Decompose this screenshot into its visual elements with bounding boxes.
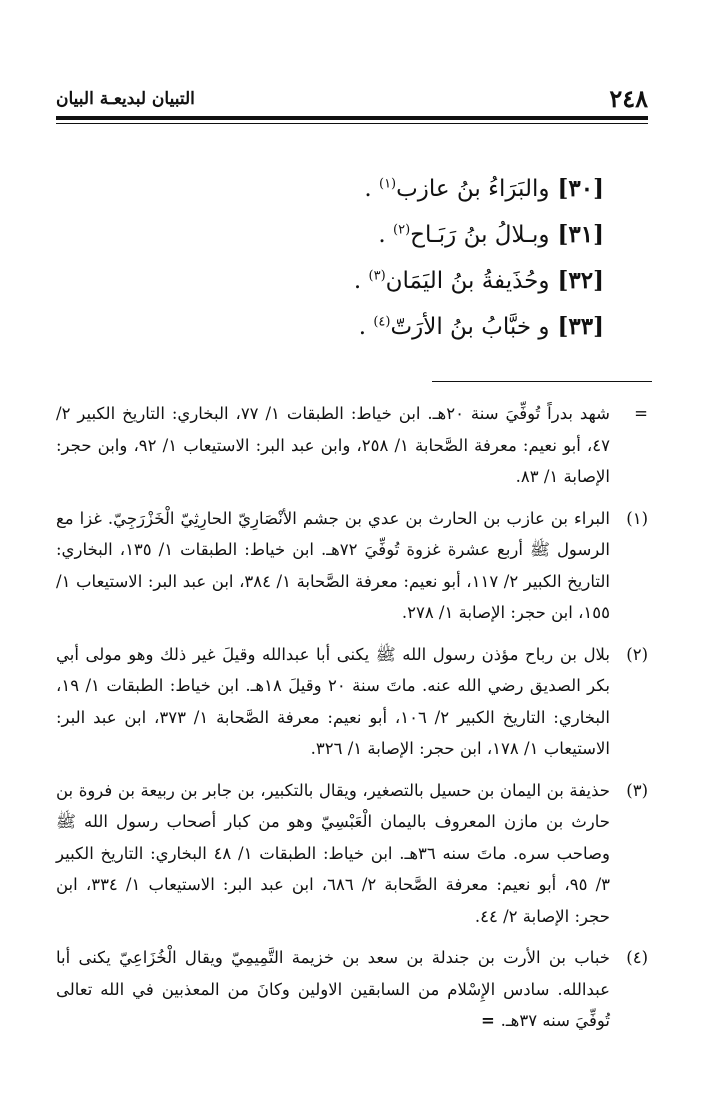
footnote-text: بلال بن رباح مؤذن رسول الله ﷺ يكنى أبا عبدالله وقيلَ غير ذلك وهو مولى أبي بكر الصديق رضي الله عنه. ماتَ سنة ٢٠ وقيلَ ١٨هـ. ابن خياط: الطبقات ١/ ١٩، البخاري: التاريخ الكبير ٢/ ١٠٦، أبو نعيم: معرفة الصَّحابة ١/ ٣٧٣، ابن عبد البر: الاستيعاب ١/ ١٧٨، ابن حجر: الإصابة ١/ ٣٢٦. [56, 644, 610, 758]
entry-end: . [364, 176, 379, 202]
footnote-ref: (٣) [368, 268, 386, 284]
footnote-ref: (٤) [373, 314, 391, 330]
footnotes [56, 398, 648, 1047]
entry-name: وبـلالُ بنُ رَبَـاح [410, 222, 550, 248]
footnote-text: حذيفة بن اليمان بن حسيل بالتصغير، ويقال بالتكبير، بن جابر بن ربيعة بن فروة بن حارث بن مازن المعروف باليمان الْعَبْسِيّ وهو من كبار أصحاب رسول الله ﷺ وصاحب سره. ماتَ سنه ٣٦هـ. ابن خياط: الطبقات ١/ ٤٨ البخاري: التاريخ الكبير ٣/ ٩٥، أبو نعيم: معرفة الصَّحابة ٢/ ٦٨٦، ابن عبد البر: الاستيعاب ١/ ٣٣٤، ابن حجر: الإصابة ٢/ ٤٤. [56, 780, 611, 926]
footnote-text-wrap [56, 942, 610, 1037]
footnote-ref: (٢) [393, 222, 411, 238]
entry-number: [٣١] [557, 221, 604, 248]
list-item [84, 304, 604, 350]
header-rule-thick [56, 116, 648, 120]
footnote-text: خباب بن الأرت بن جندلة بن سعد بن خزيمة التَّمِيمِيّ ويقال الْخُزَاعِيّ يكنى أبا عبدالله. سادس الإِسْلام من السابقين الاولين وكانَ من المعذبين في الله تعالى تُوفِّيَ سنه ٣٧هـ. [56, 948, 610, 1030]
footnote [56, 503, 648, 629]
list-item [84, 166, 604, 212]
footnote-mark: (٣) [626, 780, 648, 800]
entry-name: والبَرَاءُ بنُ عازب [396, 176, 550, 202]
page-number: ٢٤٨ [609, 84, 648, 113]
footnote-mark: (٢) [626, 644, 648, 664]
page-header [56, 84, 648, 114]
header-rule-thin [56, 123, 648, 124]
list-item [84, 212, 604, 258]
companions-list [84, 166, 604, 350]
entry-end: . [353, 268, 369, 294]
footnote [56, 942, 648, 1037]
continuation-mark: = [481, 1011, 501, 1030]
footnote-mark: = [634, 404, 648, 423]
footnote-text: شهد بدراً تُوفِّيَ سنة ٢٠هـ. ابن خياط: الطبقات ١/ ٧٧، البخاري: التاريخ الكبير ٢/ ٤٧، أبو نعيم: معرفة الصَّحابة ١/ ٢٥٨، وابن عبد البر: الاستيعاب ١/ ٩٢، وابن حجر: الإصابة ١/ ٨٣. [56, 404, 610, 486]
footnote-mark: (٤) [626, 948, 648, 967]
running-title: التبيان لبديعـة البيان [56, 89, 195, 109]
entry-number: [٣٠] [557, 175, 604, 202]
footnote [56, 398, 648, 493]
entry-name: وحُذَيفةُ بنُ اليَمَان [385, 268, 550, 294]
entry-end: . [378, 222, 394, 248]
footnote [56, 775, 648, 933]
entry-number: [٣٣] [557, 313, 604, 340]
footnote-ref: (١) [378, 176, 397, 192]
entry-end: . [358, 314, 374, 340]
footnote-separator [432, 381, 652, 382]
footnote-mark: (١) [626, 508, 648, 528]
list-item [84, 258, 604, 304]
entry-name: و خبَّابُ بنُ الأرَتّ [390, 314, 550, 340]
footnote [56, 639, 648, 765]
entry-number: [٣٢] [557, 267, 604, 294]
footnote-text: البراء بن عازب بن الحارث بن عدي بن جشم الأنْصَارِيّ الحارِثِيّ الْخَزْرَجِيّ. غزا مع الرسول ﷺ أربع عشرة غزوة تُوفِّيَ ٧٢هـ. ابن خياط: الطبقات ١/ ١٣٥، البخاري: التاريخ الكبير ٢/ ١١٧، أبو نعيم: معرفة الصَّحابة ١/ ٣٨٤، ابن عبد البر: الاستيعاب ١/ ١٥٥، ابن حجر: الإصابة ١/ ٢٧٨. [56, 508, 610, 622]
